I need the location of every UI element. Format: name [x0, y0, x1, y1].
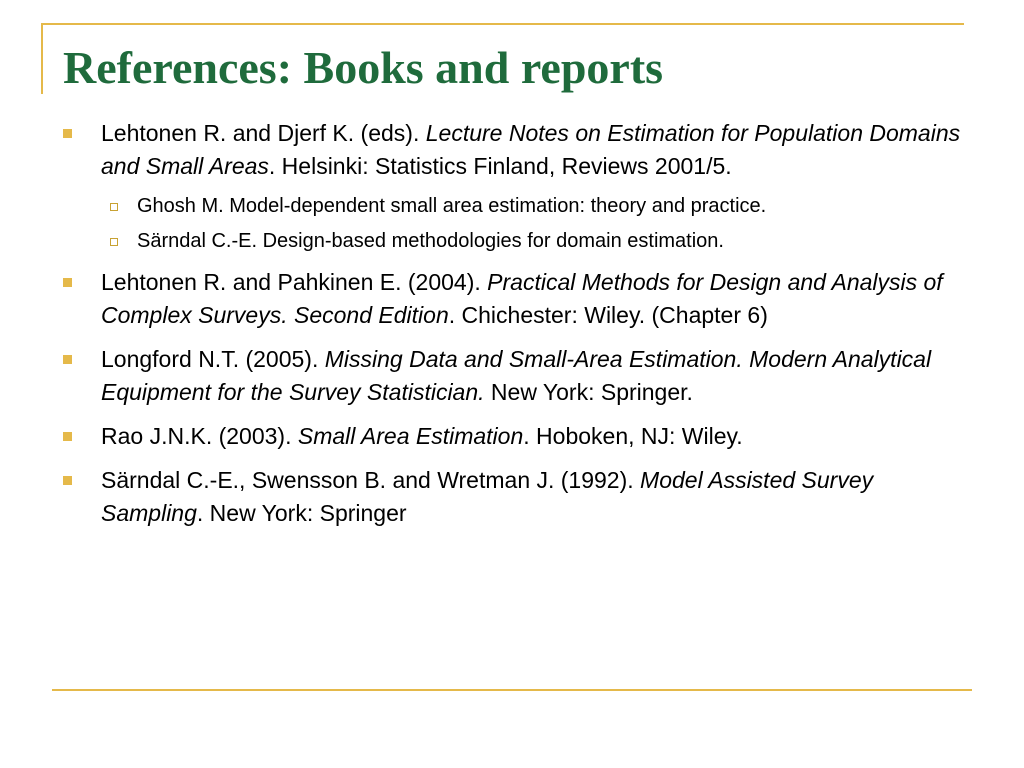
hollow-square-bullet-icon	[110, 238, 118, 246]
reference-publisher: . Chichester: Wiley. (Chapter 6)	[448, 302, 768, 328]
square-bullet-icon	[63, 432, 72, 441]
frame-left-rule	[41, 23, 43, 94]
reference-title: Lecture Notes on Estimation for Population Domains and Small Areas	[101, 120, 961, 179]
reference-publisher: . New York: Springer	[196, 500, 407, 526]
sub-reference-item	[101, 227, 968, 255]
sub-reference-text: Ghosh M. Model-dependent small area estimation: theory and practice.	[137, 195, 767, 217]
reference-publisher: . Helsinki: Statistics Finland, Reviews 2001/5.	[268, 153, 732, 179]
reference-title: Missing Data and Small-Area Estimation. Modern Analytical Equipment for the Survey Statistician.	[101, 346, 932, 405]
square-bullet-icon	[63, 355, 72, 364]
sub-reference-item	[101, 192, 968, 220]
reference-authors: Särndal C.-E., Swensson B. and Wretman J. (1992).	[101, 467, 641, 493]
sub-reference-list	[101, 192, 968, 255]
reference-item	[63, 420, 968, 453]
square-bullet-icon	[63, 476, 72, 485]
reference-publisher: . Hoboken, NJ: Wiley.	[523, 423, 743, 449]
square-bullet-icon	[63, 278, 72, 287]
reference-item	[63, 266, 968, 332]
reference-title: Small Area Estimation	[297, 423, 524, 449]
reference-item	[63, 117, 968, 255]
hollow-square-bullet-icon	[110, 203, 118, 211]
reference-list	[63, 117, 968, 541]
reference-item	[63, 464, 968, 530]
frame-bottom-rule	[52, 689, 972, 691]
reference-title: Model Assisted Survey Sampling	[101, 467, 874, 526]
slide-title: References: Books and reports	[63, 42, 664, 93]
square-bullet-icon	[63, 129, 72, 138]
reference-authors: Longford N.T. (2005).	[101, 346, 325, 372]
reference-authors: Lehtonen R. and Pahkinen E. (2004).	[101, 269, 488, 295]
reference-publisher: New York: Springer.	[484, 379, 693, 405]
reference-item	[63, 343, 968, 409]
frame-top-rule	[42, 23, 964, 25]
reference-title: Practical Methods for Design and Analysis of Complex Surveys. Second Edition	[101, 269, 943, 328]
reference-authors: Lehtonen R. and Djerf K. (eds).	[101, 120, 426, 146]
sub-reference-text: Särndal C.-E. Design-based methodologies for domain estimation.	[137, 230, 724, 252]
reference-authors: Rao J.N.K. (2003).	[101, 423, 298, 449]
